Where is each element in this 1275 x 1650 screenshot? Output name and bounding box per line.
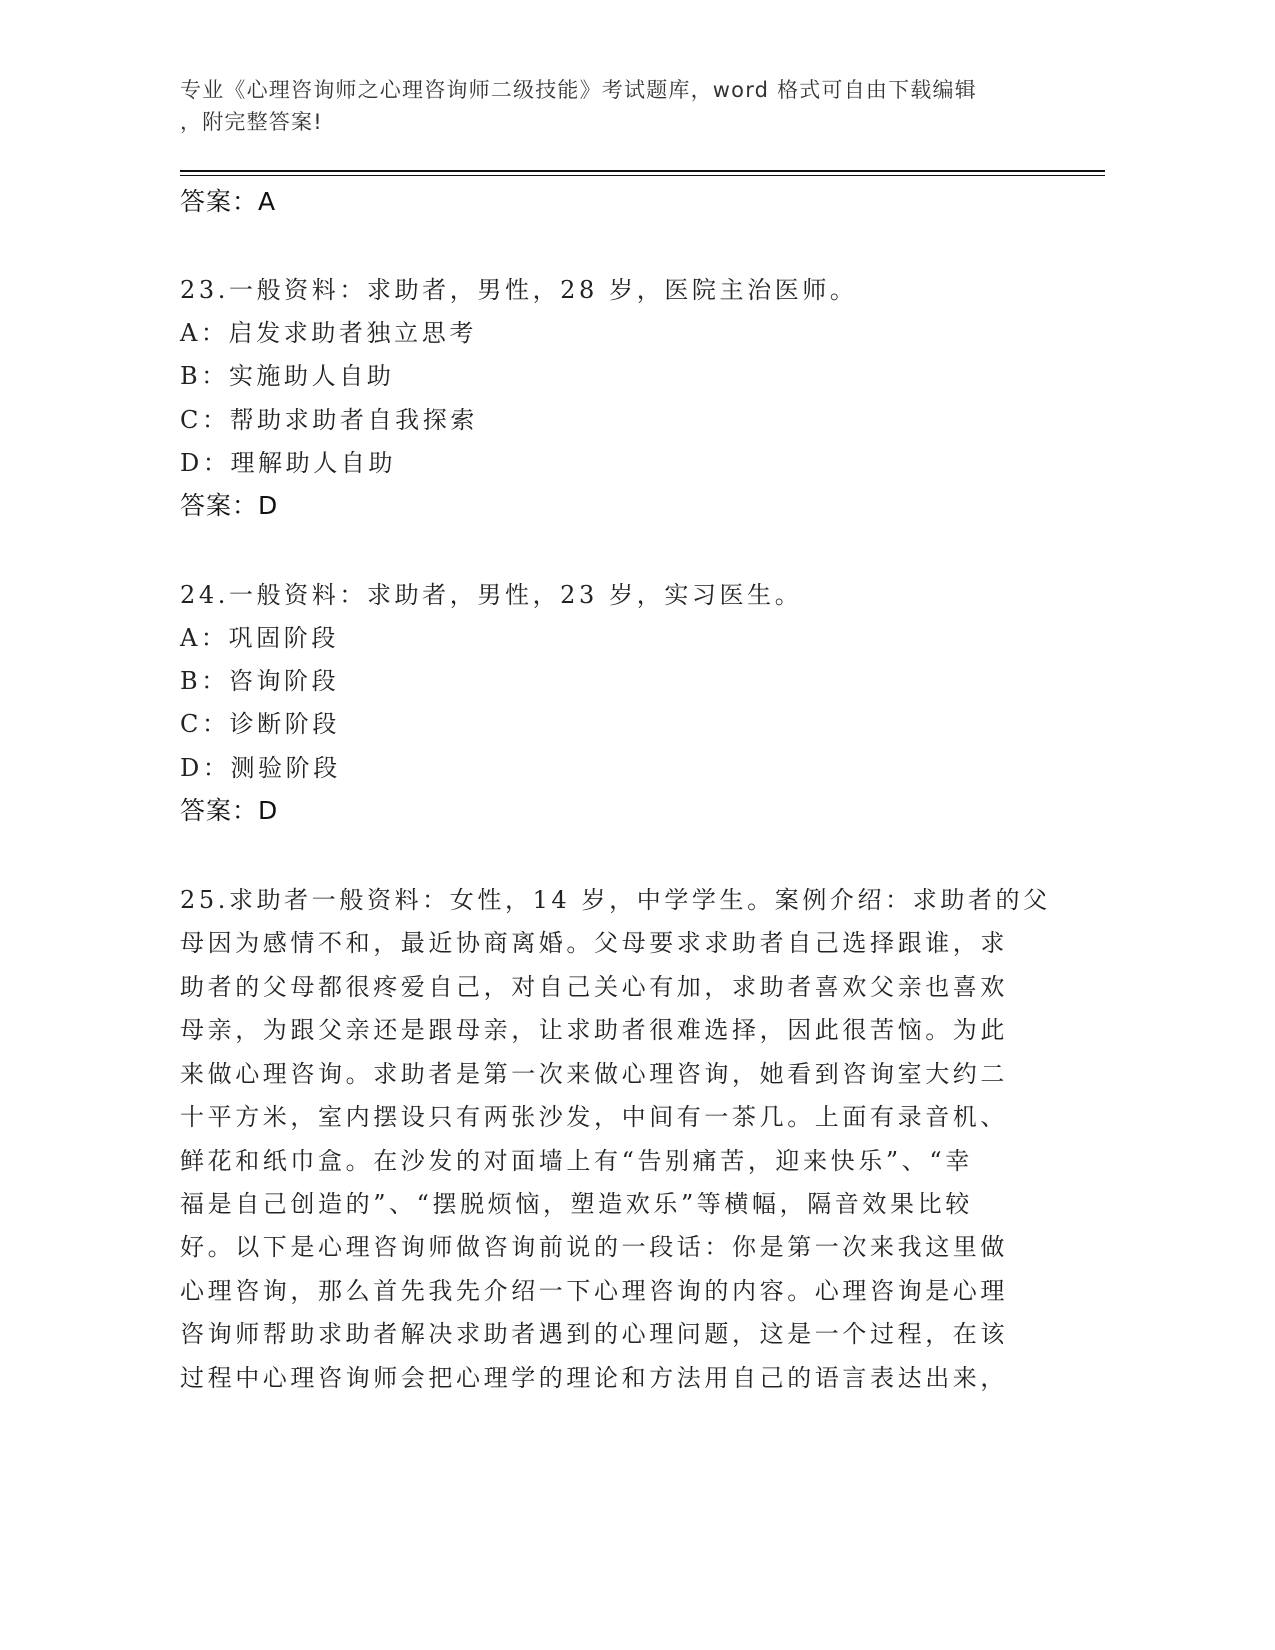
option-c: C：帮助求助者自我探索 — [180, 406, 478, 434]
paragraph-line: 过程中心理咨询师会把心理学的理论和方法用自己的语言表达出来， — [180, 1364, 1008, 1392]
paragraph-line: 好。以下是心理咨询师做咨询前说的一段话：你是第一次来我这里做 — [180, 1233, 1008, 1261]
paragraph-line: 母亲，为跟父亲还是跟母亲，让求助者很难选择，因此很苦恼。为此 — [180, 1016, 1008, 1044]
paragraph-line: 鲜花和纸巾盒。在沙发的对面墙上有“告别痛苦，迎来快乐”、“幸 — [180, 1147, 973, 1175]
option-a: A：启发求助者独立思考 — [180, 319, 477, 347]
answer: 答案：D — [180, 491, 279, 520]
option-b: B：咨询阶段 — [180, 667, 340, 695]
option-d: D：理解助人自助 — [180, 449, 397, 477]
question-stem: 24.一般资料：求助者，男性，23 岁，实习医生。 — [180, 581, 803, 609]
option-c: C：诊断阶段 — [180, 710, 340, 738]
header-divider — [180, 170, 1105, 172]
paragraph-line: 十平方米，室内摆设只有两张沙发，中间有一茶几。上面有录音机、 — [180, 1103, 1008, 1131]
answer: 答案：D — [180, 796, 279, 825]
paragraph-line: 25.求助者一般资料：女性，14 岁，中学学生。案例介绍：求助者的父 — [180, 886, 1051, 914]
option-b: B：实施助人自助 — [180, 362, 395, 390]
paragraph-line: 福是自己创造的”、“摆脱烦恼，塑造欢乐”等横幅，隔音效果比较 — [180, 1190, 973, 1218]
answer-22: 答案：A — [180, 187, 277, 216]
header-divider-secondary — [180, 175, 1105, 176]
paragraph-line: 咨询师帮助求助者解决求助者遇到的心理问题，这是一个过程，在该 — [180, 1320, 1008, 1348]
paragraph-line: 心理咨询，那么首先我先介绍一下心理咨询的内容。心理咨询是心理 — [180, 1277, 1008, 1305]
option-d: D：测验阶段 — [180, 754, 341, 782]
question-stem: 23.一般资料：求助者，男性，28 岁，医院主治医师。 — [180, 276, 858, 304]
paragraph-line: 母因为感情不和，最近协商离婚。父母要求求助者自己选择跟谁，求 — [180, 929, 1008, 957]
header-line-2: ，附完整答案! — [180, 110, 323, 134]
paragraph-line: 来做心理咨询。求助者是第一次来做心理咨询，她看到咨询室大约二 — [180, 1060, 1008, 1088]
option-a: A：巩固阶段 — [180, 624, 339, 652]
header-line-1: 专业《心理咨询师之心理咨询师二级技能》考试题库，word 格式可自由下载编辑 — [180, 78, 977, 102]
paragraph-line: 助者的父母都很疼爱自己，对自己关心有加，求助者喜欢父亲也喜欢 — [180, 973, 1008, 1001]
